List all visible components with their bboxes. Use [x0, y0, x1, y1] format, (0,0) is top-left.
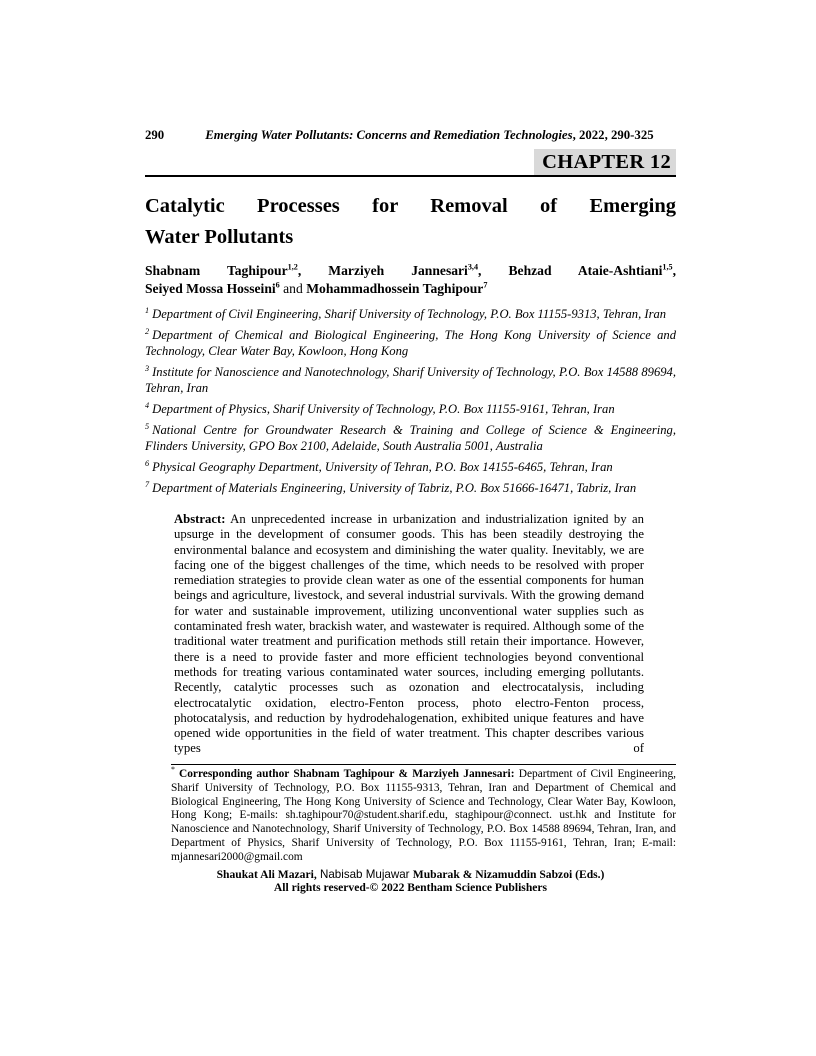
affiliation-number: 3	[145, 363, 150, 373]
author-line: Shabnam Taghipour$^{1,2}$, Marziyeh Jannesari$^{3,4}$, Behzad Ataie-Ashtiani$^{1,5}$,	[145, 262, 677, 278]
rights-line: All rights reserved-© 2022 Bentham Science Publishers	[273, 881, 548, 895]
affiliation-text: Department of Physics, Sharif University of Technology, P.O. Box 11155-9161, Tehran, Iran	[152, 402, 615, 416]
author-name: Shabnam Taghipour	[145, 263, 288, 278]
affiliation-item	[145, 364, 676, 396]
author-line	[145, 280, 676, 298]
affiliation-item	[145, 422, 676, 454]
editors-serif-2: Mubarak & Nizamuddin Sabzoi (Eds.)	[412, 868, 605, 882]
chapter-title-line-2: Water Pollutants	[145, 225, 294, 248]
corresponding-author-footnote	[171, 764, 676, 865]
author-affiliation-superscript: 6	[275, 279, 280, 289]
affiliation-number: 1	[145, 305, 150, 315]
affiliation-text: Department of Materials Engineering, University of Tabriz, P.O. Box 51666-16471, Tabriz, Iran	[152, 481, 637, 495]
affiliation-number: 7	[145, 479, 150, 489]
author-list	[145, 262, 676, 297]
author-name: Mohammadhossein Taghipour	[306, 280, 484, 296]
editors-serif-1: Shaukat Ali Mazari,	[216, 868, 317, 882]
author-affiliation-superscript: 7	[483, 279, 488, 289]
abstract	[174, 512, 644, 757]
affiliation-number: 4	[145, 400, 150, 410]
chapter-title	[145, 191, 676, 252]
affiliation-text: Department of Civil Engineering, Sharif University of Technology, P.O. Box 11155-9313, Tehran, Iran	[152, 307, 667, 321]
affiliation-item	[145, 327, 676, 359]
affiliation-text: Department of Chemical and Biological Engineering, The Hong Kong University of Science and Technology, Clear Water Bay, Kowloon, Hong Kong	[145, 328, 676, 358]
affiliation-item	[145, 459, 676, 475]
running-issue-info: , 2022, 290-325	[572, 128, 654, 142]
abstract-text: An unprecedented increase in urbanization and industrialization ignited by an upsurge in the development of consumer goods. This has been steadily destroying the environmental balance and ecosystem and diminishing the water quality. Inevitably, we are facing one of the biggest challenges of the time, which needs to be resolved with proper remediation strategies to provide clean water as one of the essential components for human beings and agriculture, livestock, and several industrial survivals. With the growing demand for water and sustainable improvement, utilizing unconventional water supplies such as contaminated fresh water, brackish water, and wastewater is required. Although some of the traditional water treatment and purification methods still retain their importance. However, there is a need to provide faster and more efficient technologies beyond conventional methods for treating various contaminated water sources, including emerging pollutants. Recently, catalytic processes such as ozonation and electrocatalysis, including electrocatalytic oxidation, electro-Fenton process, photo electro-Fenton process, photocatalysis, and reduction by hydrodehalogenation, exhibited unique features and have opened wide opportunities in the field of water treatment. This chapter describes various types of	[174, 512, 644, 756]
affiliation-text: Physical Geography Department, University of Tehran, P.O. Box 14155-6465, Tehran, Iran	[152, 460, 613, 474]
author-name: Seiyed Mossa Hosseini	[145, 280, 276, 296]
running-book-title	[205, 129, 653, 142]
author-separator: and	[279, 280, 307, 296]
editors-line	[145, 868, 676, 881]
affiliation-item	[145, 401, 676, 417]
colophon	[145, 868, 676, 894]
chapter-title-line-1: Catalytic Processes for Removal of Emerging	[145, 195, 676, 217]
author-affiliation-superscript: 1,5	[662, 262, 673, 272]
abstract-label: Abstract:	[174, 512, 226, 526]
editors-sans: Nabisab Mujawar	[316, 868, 413, 882]
footnote-marker: *	[171, 764, 175, 774]
affiliation-text: National Centre for Groundwater Research & Training and College of Science & Engineering, Flinders University, GPO Box 2100, Adelaide, South Australia 5001, Australia	[145, 423, 676, 453]
footnote-bold-intro: Corresponding author Shabnam Taghipour & Marziyeh Jannesari:	[178, 767, 515, 780]
author-affiliation-superscript: 1,2	[287, 262, 298, 272]
chapter-rule	[145, 149, 676, 177]
page-number: 290	[145, 128, 165, 142]
running-book-title-text: Emerging Water Pollutants: Concerns and Remediation Technologies	[205, 128, 573, 142]
author-name: Marziyeh Jannesari	[328, 263, 468, 278]
running-header	[145, 129, 676, 142]
author-affiliation-superscript: 3,4	[467, 262, 479, 272]
affiliation-item	[145, 480, 676, 496]
affiliation-number: 6	[145, 458, 150, 468]
affiliation-number: 5	[145, 421, 150, 431]
affiliation-number: 2	[145, 326, 150, 336]
footnote-text: Department of Civil Engineering, Sharif University of Technology, P.O. Box 11155-9313, Tehran, Iran and Department of Chemical and Biological Engineering, The Hong Kong University of Science and Technology, Clear Water Bay, Kowloon, Hong Kong; E-mails: sh.taghipour70@student.sharif.edu, staghipour@connect. ust.hk and Institute for Nanoscience and Nanotechnology, Sharif University of Technology, P.O. Box 14588 89694, Tehran, Iran, and Department of Physics, Sharif University of Technology, P.O. Box 11155-9161, Tehran, Iran; E-mail: mjannesari2000@gmail.com	[171, 767, 676, 864]
affiliation-text: Institute for Nanoscience and Nanotechnology, Sharif University of Technology, P.O. Box 14588 89694, Tehran, Iran	[145, 365, 676, 395]
affiliation-list	[145, 306, 676, 496]
affiliation-item	[145, 306, 676, 322]
author-name: Behzad Ataie-Ashtiani	[508, 263, 663, 278]
chapter-badge: CHAPTER 12	[534, 149, 676, 175]
